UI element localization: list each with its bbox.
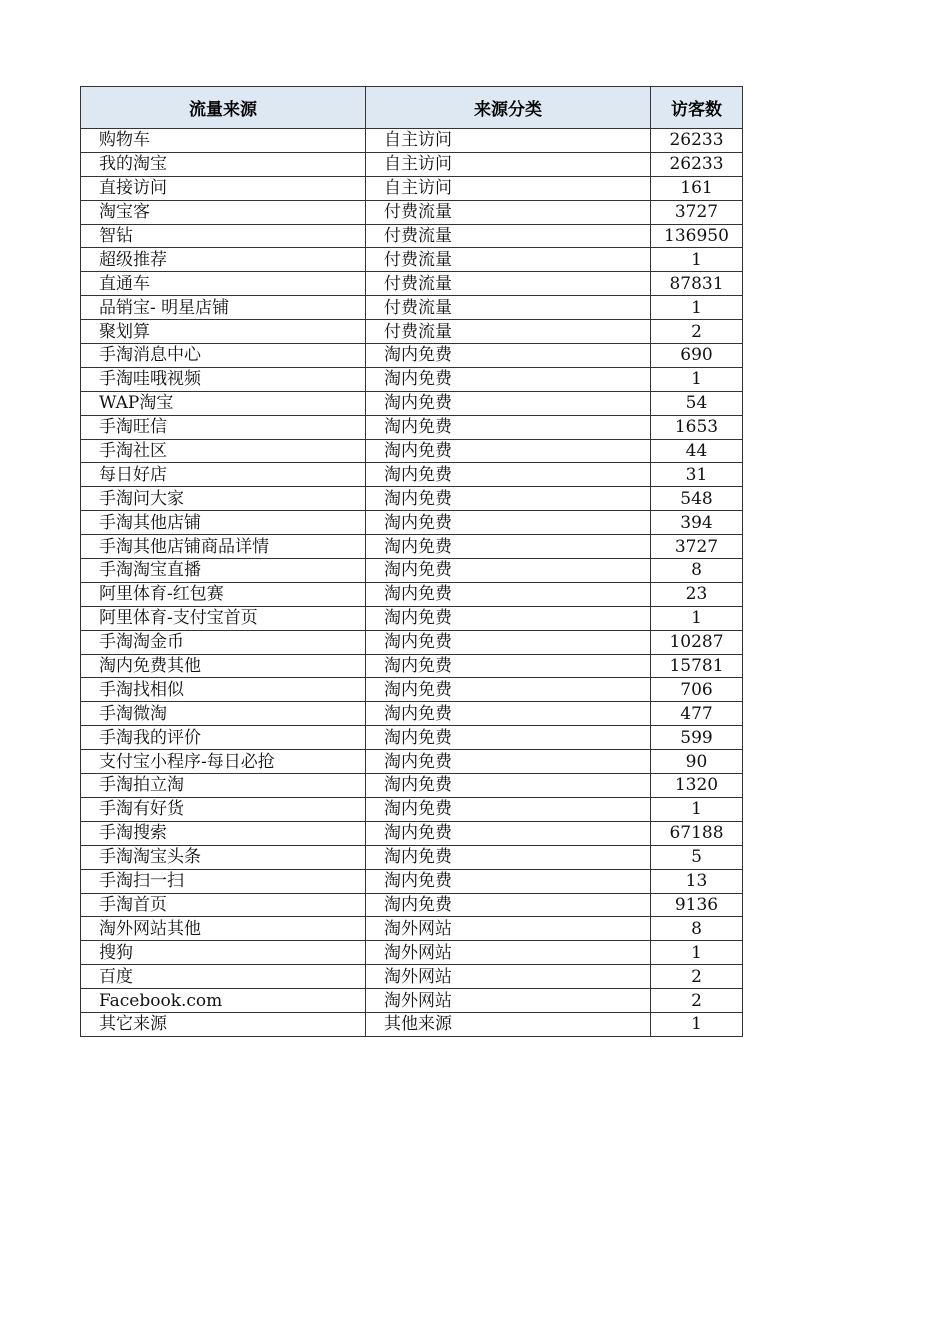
visitors-cell: 8 <box>651 917 743 941</box>
category-cell: 淘内免费 <box>366 344 651 368</box>
source-cell: 手淘淘宝直播 <box>81 559 366 583</box>
source-cell: 手淘搜索 <box>81 821 366 845</box>
table-row <box>81 152 743 176</box>
source-cell: 我的淘宝 <box>81 152 366 176</box>
category-cell: 淘外网站 <box>366 917 651 941</box>
source-cell: 手淘其他店铺商品详情 <box>81 535 366 559</box>
category-cell: 付费流量 <box>366 248 651 272</box>
visitors-cell: 477 <box>651 702 743 726</box>
table-row <box>81 893 743 917</box>
header-source: 流量来源 <box>81 87 366 129</box>
source-cell: 其它来源 <box>81 1012 366 1036</box>
table-row <box>81 869 743 893</box>
category-cell: 淘内免费 <box>366 654 651 678</box>
source-cell: 手淘哇哦视频 <box>81 367 366 391</box>
table-row <box>81 129 743 153</box>
source-cell: 阿里体育-支付宝首页 <box>81 606 366 630</box>
table-row <box>81 559 743 583</box>
visitors-cell: 1 <box>651 797 743 821</box>
source-cell: 手淘微淘 <box>81 702 366 726</box>
visitors-cell: 90 <box>651 750 743 774</box>
visitors-cell: 23 <box>651 582 743 606</box>
category-cell: 其他来源 <box>366 1012 651 1036</box>
category-cell: 淘内免费 <box>366 630 651 654</box>
table-row <box>81 917 743 941</box>
visitors-cell: 10287 <box>651 630 743 654</box>
visitors-cell: 1320 <box>651 774 743 798</box>
table-row <box>81 941 743 965</box>
category-cell: 淘内免费 <box>366 559 651 583</box>
visitors-cell: 8 <box>651 559 743 583</box>
source-cell: 手淘拍立淘 <box>81 774 366 798</box>
visitors-cell: 67188 <box>651 821 743 845</box>
table-row <box>81 248 743 272</box>
category-cell: 淘内免费 <box>366 702 651 726</box>
table-row <box>81 965 743 989</box>
category-cell: 淘内免费 <box>366 535 651 559</box>
visitors-cell: 706 <box>651 678 743 702</box>
source-cell: 手淘淘金币 <box>81 630 366 654</box>
table-row <box>81 582 743 606</box>
category-cell: 付费流量 <box>366 272 651 296</box>
visitors-cell: 394 <box>651 511 743 535</box>
source-cell: 手淘淘宝头条 <box>81 845 366 869</box>
source-cell: 百度 <box>81 965 366 989</box>
source-cell: 手淘社区 <box>81 439 366 463</box>
table-row <box>81 487 743 511</box>
visitors-cell: 1 <box>651 296 743 320</box>
visitors-cell: 87831 <box>651 272 743 296</box>
category-cell: 淘外网站 <box>366 965 651 989</box>
table-row <box>81 367 743 391</box>
table-row <box>81 344 743 368</box>
category-cell: 自主访问 <box>366 152 651 176</box>
category-cell: 淘内免费 <box>366 367 651 391</box>
category-cell: 付费流量 <box>366 224 651 248</box>
visitors-cell: 13 <box>651 869 743 893</box>
table-row <box>81 176 743 200</box>
table-row <box>81 750 743 774</box>
source-cell: 手淘扫一扫 <box>81 869 366 893</box>
table-row <box>81 702 743 726</box>
table-row <box>81 439 743 463</box>
table-body <box>81 129 743 1037</box>
source-cell: 手淘首页 <box>81 893 366 917</box>
category-cell: 自主访问 <box>366 176 651 200</box>
source-cell: 聚划算 <box>81 320 366 344</box>
source-cell: 淘内免费其他 <box>81 654 366 678</box>
table-row <box>81 320 743 344</box>
visitors-cell: 1 <box>651 1012 743 1036</box>
header-visitors: 访客数 <box>651 87 743 129</box>
source-cell: 手淘问大家 <box>81 487 366 511</box>
visitors-cell: 3727 <box>651 535 743 559</box>
source-cell: 超级推荐 <box>81 248 366 272</box>
source-cell: 搜狗 <box>81 941 366 965</box>
table-row <box>81 606 743 630</box>
visitors-cell: 2 <box>651 965 743 989</box>
table-row <box>81 678 743 702</box>
table-row <box>81 535 743 559</box>
visitors-cell: 2 <box>651 320 743 344</box>
table-row <box>81 1012 743 1036</box>
category-cell: 淘外网站 <box>366 989 651 1013</box>
category-cell: 淘内免费 <box>366 893 651 917</box>
source-cell: 智钻 <box>81 224 366 248</box>
visitors-cell: 26233 <box>651 129 743 153</box>
category-cell: 淘内免费 <box>366 821 651 845</box>
category-cell: 淘内免费 <box>366 845 651 869</box>
visitors-cell: 1653 <box>651 415 743 439</box>
visitors-cell: 1 <box>651 367 743 391</box>
visitors-cell: 9136 <box>651 893 743 917</box>
traffic-source-table <box>80 86 743 1037</box>
source-cell: 手淘找相似 <box>81 678 366 702</box>
table-row <box>81 415 743 439</box>
visitors-cell: 690 <box>651 344 743 368</box>
visitors-cell: 136950 <box>651 224 743 248</box>
source-cell: 购物车 <box>81 129 366 153</box>
visitors-cell: 44 <box>651 439 743 463</box>
visitors-cell: 1 <box>651 606 743 630</box>
table-row <box>81 272 743 296</box>
category-cell: 淘内免费 <box>366 511 651 535</box>
category-cell: 自主访问 <box>366 129 651 153</box>
table-row <box>81 511 743 535</box>
category-cell: 淘外网站 <box>366 941 651 965</box>
source-cell: 手淘有好货 <box>81 797 366 821</box>
visitors-cell: 15781 <box>651 654 743 678</box>
category-cell: 淘内免费 <box>366 869 651 893</box>
category-cell: 淘内免费 <box>366 487 651 511</box>
category-cell: 淘内免费 <box>366 606 651 630</box>
source-cell: WAP淘宝 <box>81 391 366 415</box>
source-cell: 阿里体育-红包赛 <box>81 582 366 606</box>
table-row <box>81 463 743 487</box>
source-cell: 支付宝小程序-每日必抢 <box>81 750 366 774</box>
source-cell: 淘外网站其他 <box>81 917 366 941</box>
visitors-cell: 54 <box>651 391 743 415</box>
category-cell: 淘内免费 <box>366 463 651 487</box>
source-cell: 手淘旺信 <box>81 415 366 439</box>
visitors-cell: 161 <box>651 176 743 200</box>
visitors-cell: 31 <box>651 463 743 487</box>
category-cell: 付费流量 <box>366 200 651 224</box>
table-row <box>81 224 743 248</box>
source-cell: 手淘我的评价 <box>81 726 366 750</box>
table-header-row <box>81 87 743 129</box>
table-row <box>81 821 743 845</box>
header-category: 来源分类 <box>366 87 651 129</box>
source-cell: Facebook.com <box>81 989 366 1013</box>
source-cell: 手淘其他店铺 <box>81 511 366 535</box>
source-cell: 直接访问 <box>81 176 366 200</box>
source-cell: 手淘消息中心 <box>81 344 366 368</box>
category-cell: 淘内免费 <box>366 582 651 606</box>
visitors-cell: 26233 <box>651 152 743 176</box>
category-cell: 淘内免费 <box>366 797 651 821</box>
table-row <box>81 774 743 798</box>
category-cell: 付费流量 <box>366 296 651 320</box>
source-cell: 直通车 <box>81 272 366 296</box>
visitors-cell: 599 <box>651 726 743 750</box>
category-cell: 付费流量 <box>366 320 651 344</box>
category-cell: 淘内免费 <box>366 750 651 774</box>
table-row <box>81 391 743 415</box>
source-cell: 品销宝- 明星店铺 <box>81 296 366 320</box>
table-row <box>81 989 743 1013</box>
table-row <box>81 726 743 750</box>
visitors-cell: 5 <box>651 845 743 869</box>
category-cell: 淘内免费 <box>366 391 651 415</box>
category-cell: 淘内免费 <box>366 774 651 798</box>
source-cell: 每日好店 <box>81 463 366 487</box>
category-cell: 淘内免费 <box>366 415 651 439</box>
table-row <box>81 630 743 654</box>
source-cell: 淘宝客 <box>81 200 366 224</box>
visitors-cell: 1 <box>651 248 743 272</box>
visitors-cell: 548 <box>651 487 743 511</box>
table-row <box>81 654 743 678</box>
category-cell: 淘内免费 <box>366 726 651 750</box>
table-row <box>81 845 743 869</box>
table-row <box>81 296 743 320</box>
table-row <box>81 797 743 821</box>
category-cell: 淘内免费 <box>366 678 651 702</box>
visitors-cell: 3727 <box>651 200 743 224</box>
category-cell: 淘内免费 <box>366 439 651 463</box>
visitors-cell: 1 <box>651 941 743 965</box>
visitors-cell: 2 <box>651 989 743 1013</box>
table-row <box>81 200 743 224</box>
